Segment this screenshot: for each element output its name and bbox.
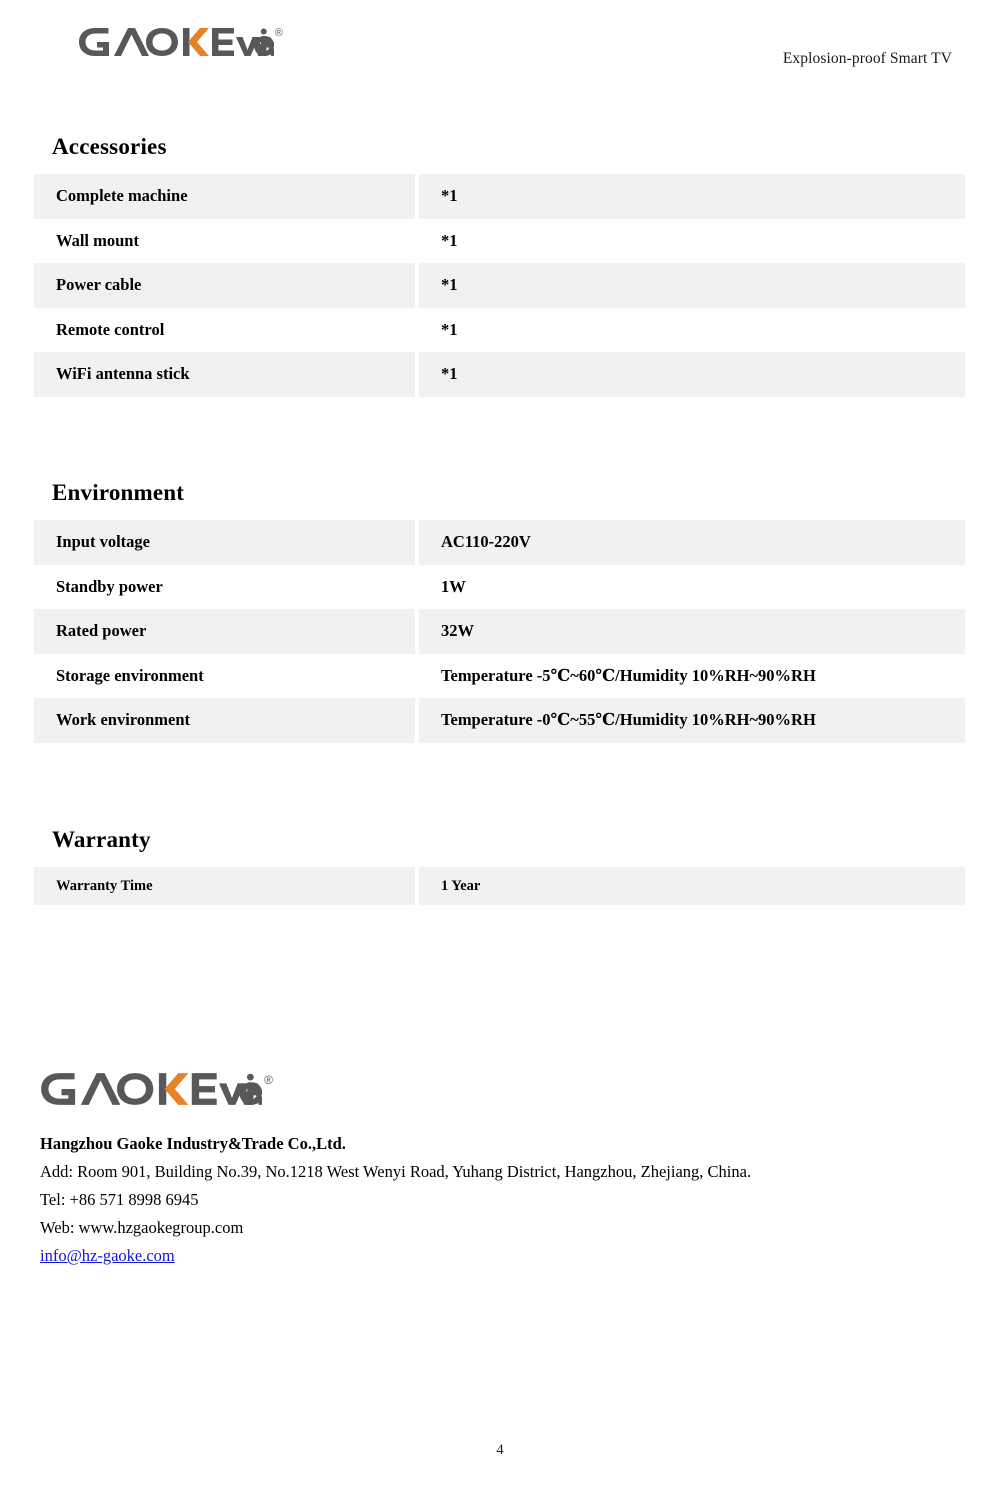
row-value: Temperature -5℃~60℃/Humidity 10%RH~90%RH [419, 654, 965, 699]
footer-contact-block [40, 1072, 960, 1270]
accessories-table [34, 174, 965, 397]
row-label: Warranty Time [34, 867, 415, 905]
row-label: Complete machine [34, 174, 415, 219]
row-value: ⁦32W [419, 609, 965, 654]
table-row [34, 219, 965, 264]
table-row [34, 263, 965, 308]
row-value: *1 [419, 174, 965, 219]
table-row [34, 565, 965, 610]
brand-logo-header [78, 27, 283, 62]
document-title: Explosion-proof Smart TV [782, 50, 952, 67]
section-environment [34, 480, 965, 743]
row-label: WiFi antenna stick [34, 352, 415, 397]
row-value: *1 [419, 308, 965, 353]
table-row [34, 867, 965, 905]
table-row [34, 308, 965, 353]
row-label: Input voltage [34, 520, 415, 565]
registered-trademark-symbol: ® [274, 27, 283, 39]
row-label: Standby power [34, 565, 415, 610]
gaokeview-logo-icon [40, 1072, 262, 1106]
table-row [34, 698, 965, 743]
table-row [34, 352, 965, 397]
section-accessories [34, 134, 965, 397]
table-row [34, 174, 965, 219]
gaokeview-wordmark-footer [40, 1072, 273, 1106]
table-row [34, 520, 965, 565]
row-value: *1 [419, 352, 965, 397]
row-label: Storage environment [34, 654, 415, 699]
environment-table [34, 520, 965, 743]
company-email-link[interactable]: info@hz-gaoke.com [40, 1246, 175, 1265]
row-label: Remote control [34, 308, 415, 353]
row-value: 1 Year [419, 867, 965, 905]
section-warranty [34, 827, 965, 905]
row-value: *1 [419, 263, 965, 308]
warranty-table [34, 867, 965, 905]
section-heading-accessories: Accessories [52, 134, 167, 159]
registered-trademark-symbol: ® [264, 1073, 273, 1087]
row-label: Work environment [34, 698, 415, 743]
row-value: Temperature -0℃~55℃/Humidity 10%RH~90%RH [419, 698, 965, 743]
row-value: ⁦1W [419, 565, 965, 610]
company-website: Web: www.hzgaokegroup.com [40, 1218, 244, 1237]
row-label: Power cable [34, 263, 415, 308]
company-address: Add: Room 901, Building No.39, No.1218 West Wenyi Road, Yuhang District, Hangzhou, Zhejiang, China. [40, 1162, 752, 1181]
table-row [34, 654, 965, 699]
table-row [34, 609, 965, 654]
row-label: Wall mount [34, 219, 415, 264]
brand-logo-footer [40, 1072, 960, 1111]
gaokeview-wordmark [78, 27, 283, 57]
company-name: Hangzhou Gaoke Industry&Trade Co.,Ltd. [40, 1134, 346, 1153]
page-number: 4 [496, 1442, 504, 1458]
company-telephone: Tel: +86 571 8998 6945 [40, 1190, 199, 1209]
section-heading-warranty: Warranty [52, 827, 151, 852]
section-heading-environment: Environment [52, 480, 185, 505]
gaokeview-logo-icon [78, 27, 274, 57]
page-header [0, 0, 1000, 96]
row-value: *1 [419, 219, 965, 264]
row-label: Rated power [34, 609, 415, 654]
row-value: AC110-220V [419, 520, 965, 565]
